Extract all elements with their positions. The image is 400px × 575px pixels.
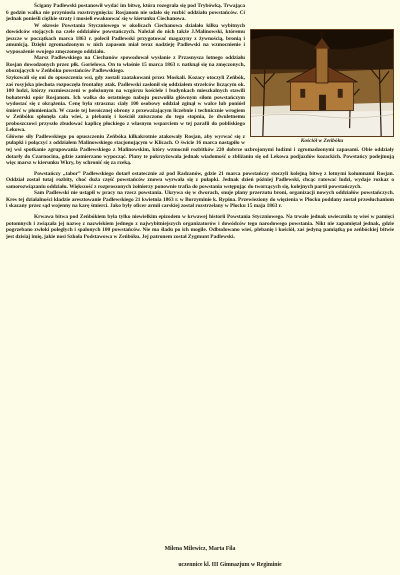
photo-caption: Kościół w Zeńbóku: [300, 138, 344, 144]
church-figure: [250, 29, 394, 145]
paragraph-7: Sam Padlewski nie ustąpił w pracy na rzecz powstania. Ukrywa się w dworach, snuje plany przerzutu broni, organizacji nowych oddziałów powstańczych. Kres tej działalności kładzie aresztowanie Padlewskiego 21 kwietnia 1863 r. w Borzyminie k. Rypina. Przewieziony do więzienia w Płocku poddany został przesłuchaniom i skazany przez sąd wojenny na karę śmierci. Jako były oficer armii carskiej został rozstrzelany w Płocku 15 maja 1863 r.: [6, 190, 394, 210]
paragraph-5: Główne siły Padlewskiego po opuszczeniu Zeńbóka kilkakrotnie atakowały Rosjan, aby wyrwać się z pułapki i połączyć z oddziałem Malinowskiego stacjonującym w Klicach. O świcie 16 marca nastąpiło w tej wsi spotkanie zgrupowania Padlewskiego z Malinowskim, który wzmocnił rozbitków 220 dobrze uzbrojonymi ludźmi i zgromadzonymi zapasami. Obie oddziały dotarły do Czarnocina, gdzie zamierzano wypocząć. Plany te pokrzyżowała jednak wiadomość o zbliżaniu się od Lekowa podjazdów kozackich. Powstańcy podejmują więc marsz w kierunku Wkry, by schronić się za rzeką.: [6, 133, 394, 167]
church-photo: [250, 29, 394, 137]
paragraph-6: Powstańczy „tabor” Padlewskiego dotarł ostatecznie aż pod Radzanów, gdzie 21 marca powstańczy stoczyli kolejną bitwę z lotnymi kolumnami Rosjan. Oddział został tutaj rozbity, choć duża część powstańców znowu wyrwała się z pułapki. Jednak dzień później Padlewski, chcąc ratować ludzi, wydaje rozkaz o samorozwiązaniu oddziału. Większość z rozproszonych żołnierzy ponownie trafia do powstania wstępując do tworzących się, kolejnych partii powstańczych.: [6, 170, 394, 190]
paragraph-4: Szykowali się oni do opuszczenia wsi, gdy zostali zaatakowani przez Moskali. Kozacy otoczyli Zeńbók, zaś rosyjska piechota rozpoczęła frontalny atak. Padlewski zasłonił się oddziałem strzelców liczącym ok. 100 ludzi, którzy rozmieszczeni w położonym na wzgórzu kościele i budynkach mieszkalnych stawili bohaterski opór Rosjanom. Ich walka do ostatniego naboju pozwoliła głównym siłom powstańczym wydostać się z okrążenia. Cenę była straszna: ciały 100 osobowy oddział zginął w walce lub poniósł śmierć w płomieniach. W czasie tej heroicznej obrony z przeważającym liczebnie i technicznie wrogiem w Zeńbóku spłonęła cała wieś, a plebanię i kościół zniszczono do tego stopnia, że dwuletnemu proboszczowi przyszło zbudować kaplicę płockiego z własnym wsparciem w tej parafii do pobliskiego Lekowa.: [6, 75, 245, 134]
authors: Milena Milewicz, Marta Fila: [164, 546, 236, 552]
church-photo-drawing: [251, 30, 393, 136]
affiliation: uczennice kl. III Gimnazjum w Regiminie: [178, 562, 282, 568]
paragraph-8: Krwawa bitwa pod Zeńbókiem była tylko niewielkim epizodem w krwawej historii Powstania Styczniowego. Na trwałe jednak uwieczniła tę wieś w pamięci potomnych i związała jej nazwę z nazwiskiem jednego z najwybitniejszych organizatorów i dowódców tego narodowego powstania. Nikt nie zapamiętał jednak, gdzie pogrzebano zwłoki poległych i spalonych 100 powstańców. Nie ma śladu po ich mogile. Odbudowano wieś, plebanię i kościół, zaś jedyną pamiątką po zeńbóckiej bitwie jest dzisiaj imię, jakie nosi Szkoła Podstawowa w Zeńbóku. Jej patronem został Zygmunt Padlewski.: [6, 213, 394, 240]
paragraph-1: Ścigany Padlewski postanowił wydać im bitwę, która rozegrała się pod Trybówką. Trwająca 6 godzin walka nie przyniosła rozstrzygnięcia: Rosjanom nie udało się rozbić oddziału powstańców. Ci jednak ponieśli ciężkie straty i musieli ewakuować się w kierunku Ciechanowa.: [6, 3, 245, 23]
paragraph-3: Marsz Padlewskiego na Ciechanów spowodował wysłanie z Przasnysza lotnego oddziału Rosjan dowodzonych przez płk. Gorielowa. On to właśnie 15 marca 1863 r. natknął się na zmęczonych, obozujących w Zeńbóku powstańców Padlewskiego.: [6, 55, 245, 75]
paragraph-2: W okresie Powstania Styczniowego w okolicach Ciechanowa działało kilku wybitnych dowódców stojących na czele oddziałów powstańczych. Należał do nich także J.Malinowski, któremu jeszcze w początkach marca 1863 r. polecił Padlewski przygotować magazyny z żywnością, bronią i amunicją. Dzięki zgromadzonym w nich zapasom miał teraz nadzieję Padlewski na wzmocnienie i wyposażenie swojego zmęczonego oddziału.: [6, 22, 245, 55]
